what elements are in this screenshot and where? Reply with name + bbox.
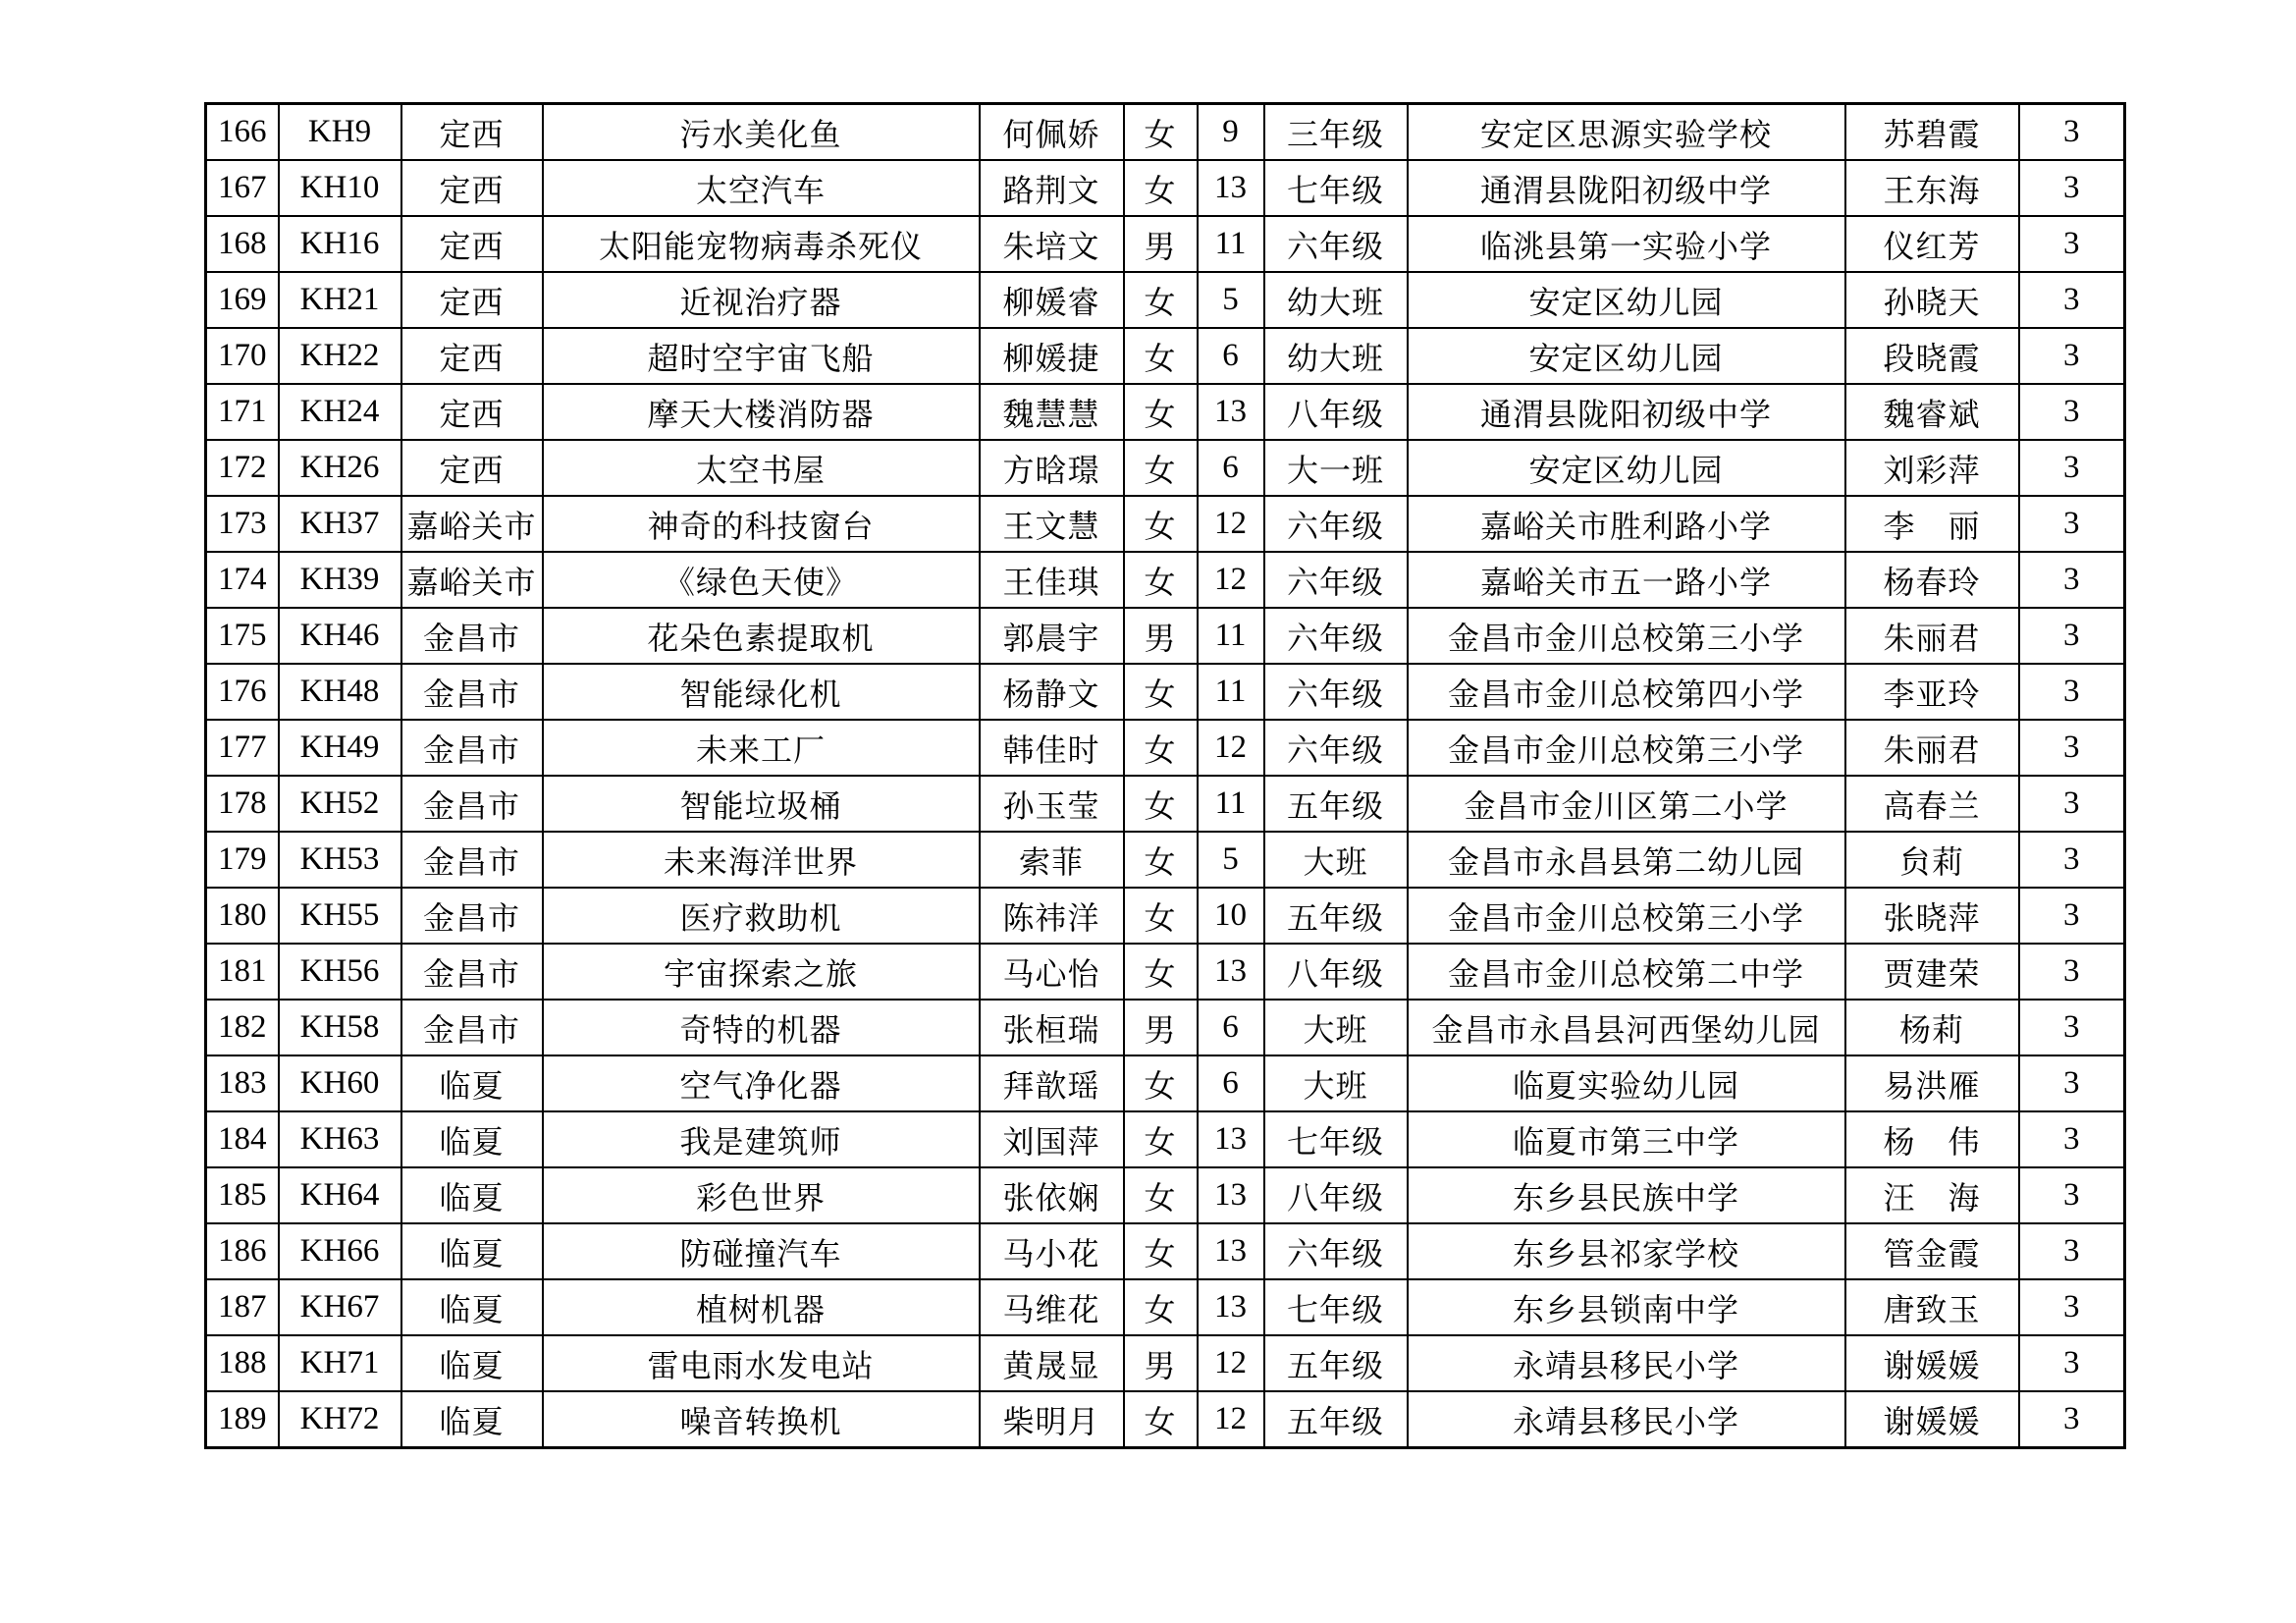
cell-count: 3 — [2019, 496, 2125, 552]
cell-code: KH9 — [279, 104, 401, 161]
cell-student: 朱培文 — [980, 216, 1124, 272]
cell-title: 摩天大楼消防器 — [543, 384, 980, 440]
cell-school: 通渭县陇阳初级中学 — [1408, 384, 1845, 440]
cell-teacher: 魏睿斌 — [1845, 384, 2019, 440]
cell-school: 东乡县民族中学 — [1408, 1167, 1845, 1223]
cell-region: 嘉峪关市 — [401, 552, 543, 608]
cell-count: 3 — [2019, 1279, 2125, 1335]
cell-teacher: 唐致玉 — [1845, 1279, 2019, 1335]
cell-gender: 女 — [1124, 496, 1198, 552]
cell-count: 3 — [2019, 1055, 2125, 1111]
cell-student: 黄晟显 — [980, 1335, 1124, 1391]
cell-student: 魏慧慧 — [980, 384, 1124, 440]
cell-code: KH60 — [279, 1055, 401, 1111]
table-row — [206, 832, 2125, 888]
cell-age: 6 — [1198, 328, 1264, 384]
cell-code: KH49 — [279, 720, 401, 776]
table-row — [206, 160, 2125, 216]
cell-count: 3 — [2019, 160, 2125, 216]
cell-index: 176 — [206, 664, 279, 720]
cell-count: 3 — [2019, 664, 2125, 720]
cell-school: 金昌市金川区第二小学 — [1408, 776, 1845, 832]
cell-age: 12 — [1198, 720, 1264, 776]
cell-count: 3 — [2019, 272, 2125, 328]
cell-gender: 男 — [1124, 1335, 1198, 1391]
cell-index: 174 — [206, 552, 279, 608]
cell-school: 金昌市永昌县第二幼儿园 — [1408, 832, 1845, 888]
cell-school: 金昌市永昌县河西堡幼儿园 — [1408, 1000, 1845, 1055]
cell-grade: 六年级 — [1264, 664, 1408, 720]
cell-teacher: 管金霞 — [1845, 1223, 2019, 1279]
cell-title: 智能垃圾桶 — [543, 776, 980, 832]
cell-count: 3 — [2019, 1391, 2125, 1448]
table-row — [206, 440, 2125, 496]
cell-age: 13 — [1198, 944, 1264, 1000]
cell-age: 13 — [1198, 1167, 1264, 1223]
cell-code: KH64 — [279, 1167, 401, 1223]
cell-school: 临夏市第三中学 — [1408, 1111, 1845, 1167]
cell-gender: 女 — [1124, 104, 1198, 161]
table-body — [206, 104, 2125, 1448]
cell-title: 噪音转换机 — [543, 1391, 980, 1448]
cell-age: 13 — [1198, 1279, 1264, 1335]
cell-teacher: 谢媛媛 — [1845, 1391, 2019, 1448]
cell-count: 3 — [2019, 384, 2125, 440]
cell-code: KH48 — [279, 664, 401, 720]
cell-count: 3 — [2019, 328, 2125, 384]
cell-age: 11 — [1198, 608, 1264, 664]
table-row — [206, 1279, 2125, 1335]
cell-title: 空气净化器 — [543, 1055, 980, 1111]
cell-region: 临夏 — [401, 1335, 543, 1391]
cell-region: 定西 — [401, 272, 543, 328]
cell-age: 11 — [1198, 664, 1264, 720]
cell-index: 185 — [206, 1167, 279, 1223]
cell-count: 3 — [2019, 776, 2125, 832]
cell-age: 12 — [1198, 1391, 1264, 1448]
cell-grade: 六年级 — [1264, 216, 1408, 272]
cell-school: 东乡县锁南中学 — [1408, 1279, 1845, 1335]
cell-student: 王佳琪 — [980, 552, 1124, 608]
table-row — [206, 1055, 2125, 1111]
cell-title: 太阳能宠物病毒杀死仪 — [543, 216, 980, 272]
table-row — [206, 720, 2125, 776]
cell-count: 3 — [2019, 552, 2125, 608]
cell-count: 3 — [2019, 720, 2125, 776]
cell-gender: 女 — [1124, 272, 1198, 328]
cell-student: 杨静文 — [980, 664, 1124, 720]
cell-teacher: 张晓萍 — [1845, 888, 2019, 944]
cell-teacher: 杨莉 — [1845, 1000, 2019, 1055]
table-row — [206, 1167, 2125, 1223]
cell-code: KH26 — [279, 440, 401, 496]
cell-count: 3 — [2019, 944, 2125, 1000]
cell-region: 定西 — [401, 160, 543, 216]
cell-gender: 女 — [1124, 664, 1198, 720]
cell-code: KH63 — [279, 1111, 401, 1167]
cell-gender: 男 — [1124, 608, 1198, 664]
cell-student: 柴明月 — [980, 1391, 1124, 1448]
table-row — [206, 944, 2125, 1000]
cell-school: 金昌市金川总校第四小学 — [1408, 664, 1845, 720]
cell-count: 3 — [2019, 608, 2125, 664]
cell-age: 11 — [1198, 776, 1264, 832]
cell-region: 定西 — [401, 216, 543, 272]
cell-gender: 男 — [1124, 1000, 1198, 1055]
cell-count: 3 — [2019, 1000, 2125, 1055]
cell-index: 168 — [206, 216, 279, 272]
cell-school: 安定区幼儿园 — [1408, 328, 1845, 384]
cell-count: 3 — [2019, 832, 2125, 888]
cell-region: 临夏 — [401, 1167, 543, 1223]
cell-index: 182 — [206, 1000, 279, 1055]
cell-teacher: 贠莉 — [1845, 832, 2019, 888]
cell-title: 医疗救助机 — [543, 888, 980, 944]
cell-code: KH16 — [279, 216, 401, 272]
cell-code: KH53 — [279, 832, 401, 888]
cell-count: 3 — [2019, 440, 2125, 496]
cell-region: 金昌市 — [401, 1000, 543, 1055]
cell-school: 安定区思源实验学校 — [1408, 104, 1845, 161]
table-row — [206, 384, 2125, 440]
table-row — [206, 272, 2125, 328]
table-row — [206, 1000, 2125, 1055]
cell-index: 188 — [206, 1335, 279, 1391]
cell-grade: 大班 — [1264, 1055, 1408, 1111]
cell-school: 永靖县移民小学 — [1408, 1391, 1845, 1448]
cell-region: 金昌市 — [401, 832, 543, 888]
cell-title: 太空汽车 — [543, 160, 980, 216]
cell-gender: 女 — [1124, 552, 1198, 608]
cell-grade: 大一班 — [1264, 440, 1408, 496]
cell-region: 定西 — [401, 328, 543, 384]
cell-title: 我是建筑师 — [543, 1111, 980, 1167]
cell-school: 永靖县移民小学 — [1408, 1335, 1845, 1391]
cell-school: 金昌市金川总校第三小学 — [1408, 720, 1845, 776]
cell-index: 178 — [206, 776, 279, 832]
table-row — [206, 888, 2125, 944]
cell-student: 张桓瑞 — [980, 1000, 1124, 1055]
cell-student: 拜歆瑶 — [980, 1055, 1124, 1111]
cell-grade: 五年级 — [1264, 1391, 1408, 1448]
cell-index: 189 — [206, 1391, 279, 1448]
table-row — [206, 216, 2125, 272]
cell-age: 13 — [1198, 384, 1264, 440]
cell-age: 11 — [1198, 216, 1264, 272]
cell-grade: 六年级 — [1264, 552, 1408, 608]
cell-title: 未来海洋世界 — [543, 832, 980, 888]
cell-teacher: 谢媛媛 — [1845, 1335, 2019, 1391]
cell-code: KH21 — [279, 272, 401, 328]
cell-student: 韩佳时 — [980, 720, 1124, 776]
cell-region: 嘉峪关市 — [401, 496, 543, 552]
cell-teacher: 朱丽君 — [1845, 608, 2019, 664]
cell-grade: 五年级 — [1264, 888, 1408, 944]
cell-count: 3 — [2019, 888, 2125, 944]
cell-school: 东乡县祁家学校 — [1408, 1223, 1845, 1279]
cell-title: 《绿色天使》 — [543, 552, 980, 608]
cell-grade: 大班 — [1264, 832, 1408, 888]
table-row — [206, 1335, 2125, 1391]
cell-student: 索菲 — [980, 832, 1124, 888]
results-table — [204, 102, 2126, 1449]
cell-gender: 男 — [1124, 216, 1198, 272]
cell-code: KH58 — [279, 1000, 401, 1055]
cell-index: 172 — [206, 440, 279, 496]
cell-grade: 七年级 — [1264, 1111, 1408, 1167]
cell-student: 孙玉莹 — [980, 776, 1124, 832]
cell-school: 嘉峪关市五一路小学 — [1408, 552, 1845, 608]
cell-student: 柳媛睿 — [980, 272, 1124, 328]
cell-school: 嘉峪关市胜利路小学 — [1408, 496, 1845, 552]
cell-school: 安定区幼儿园 — [1408, 440, 1845, 496]
cell-age: 6 — [1198, 440, 1264, 496]
cell-title: 未来工厂 — [543, 720, 980, 776]
cell-teacher: 汪 海 — [1845, 1167, 2019, 1223]
cell-age: 12 — [1198, 496, 1264, 552]
cell-region: 金昌市 — [401, 888, 543, 944]
cell-grade: 八年级 — [1264, 384, 1408, 440]
cell-region: 金昌市 — [401, 608, 543, 664]
cell-age: 9 — [1198, 104, 1264, 161]
cell-code: KH22 — [279, 328, 401, 384]
cell-gender: 女 — [1124, 944, 1198, 1000]
cell-teacher: 段晓霞 — [1845, 328, 2019, 384]
cell-index: 184 — [206, 1111, 279, 1167]
cell-index: 186 — [206, 1223, 279, 1279]
cell-code: KH39 — [279, 552, 401, 608]
cell-grade: 六年级 — [1264, 608, 1408, 664]
cell-region: 定西 — [401, 384, 543, 440]
cell-code: KH72 — [279, 1391, 401, 1448]
cell-region: 临夏 — [401, 1111, 543, 1167]
cell-index: 183 — [206, 1055, 279, 1111]
cell-gender: 女 — [1124, 832, 1198, 888]
cell-age: 6 — [1198, 1000, 1264, 1055]
cell-index: 187 — [206, 1279, 279, 1335]
cell-grade: 大班 — [1264, 1000, 1408, 1055]
cell-student: 郭晨宇 — [980, 608, 1124, 664]
table-row — [206, 496, 2125, 552]
cell-age: 5 — [1198, 832, 1264, 888]
cell-school: 金昌市金川总校第二中学 — [1408, 944, 1845, 1000]
cell-teacher: 刘彩萍 — [1845, 440, 2019, 496]
cell-title: 太空书屋 — [543, 440, 980, 496]
cell-age: 5 — [1198, 272, 1264, 328]
cell-index: 180 — [206, 888, 279, 944]
cell-school: 安定区幼儿园 — [1408, 272, 1845, 328]
cell-code: KH46 — [279, 608, 401, 664]
cell-student: 张依娴 — [980, 1167, 1124, 1223]
cell-code: KH10 — [279, 160, 401, 216]
cell-student: 马小花 — [980, 1223, 1124, 1279]
cell-grade: 八年级 — [1264, 1167, 1408, 1223]
cell-index: 173 — [206, 496, 279, 552]
cell-code: KH67 — [279, 1279, 401, 1335]
cell-grade: 六年级 — [1264, 720, 1408, 776]
table-row — [206, 1223, 2125, 1279]
cell-code: KH52 — [279, 776, 401, 832]
cell-region: 定西 — [401, 440, 543, 496]
cell-grade: 六年级 — [1264, 1223, 1408, 1279]
cell-teacher: 朱丽君 — [1845, 720, 2019, 776]
table-row — [206, 608, 2125, 664]
cell-region: 金昌市 — [401, 664, 543, 720]
cell-age: 10 — [1198, 888, 1264, 944]
cell-region: 临夏 — [401, 1279, 543, 1335]
cell-student: 马心怡 — [980, 944, 1124, 1000]
cell-grade: 六年级 — [1264, 496, 1408, 552]
cell-teacher: 杨 伟 — [1845, 1111, 2019, 1167]
cell-region: 金昌市 — [401, 944, 543, 1000]
cell-age: 13 — [1198, 160, 1264, 216]
table-row — [206, 664, 2125, 720]
cell-school: 临洮县第一实验小学 — [1408, 216, 1845, 272]
cell-count: 3 — [2019, 1335, 2125, 1391]
cell-code: KH55 — [279, 888, 401, 944]
cell-student: 柳媛捷 — [980, 328, 1124, 384]
cell-student: 陈祎洋 — [980, 888, 1124, 944]
cell-title: 宇宙探索之旅 — [543, 944, 980, 1000]
cell-age: 12 — [1198, 552, 1264, 608]
cell-index: 181 — [206, 944, 279, 1000]
cell-count: 3 — [2019, 1167, 2125, 1223]
cell-index: 169 — [206, 272, 279, 328]
cell-gender: 女 — [1124, 888, 1198, 944]
cell-region: 临夏 — [401, 1223, 543, 1279]
cell-index: 177 — [206, 720, 279, 776]
cell-gender: 女 — [1124, 440, 1198, 496]
cell-gender: 女 — [1124, 384, 1198, 440]
cell-gender: 女 — [1124, 1111, 1198, 1167]
cell-age: 12 — [1198, 1335, 1264, 1391]
cell-gender: 女 — [1124, 1279, 1198, 1335]
cell-title: 植树机器 — [543, 1279, 980, 1335]
cell-code: KH37 — [279, 496, 401, 552]
cell-gender: 女 — [1124, 720, 1198, 776]
cell-school: 临夏实验幼儿园 — [1408, 1055, 1845, 1111]
cell-teacher: 仪红芳 — [1845, 216, 2019, 272]
table-row — [206, 552, 2125, 608]
cell-index: 167 — [206, 160, 279, 216]
cell-region: 临夏 — [401, 1391, 543, 1448]
cell-gender: 女 — [1124, 1167, 1198, 1223]
cell-gender: 女 — [1124, 328, 1198, 384]
cell-gender: 女 — [1124, 160, 1198, 216]
cell-grade: 七年级 — [1264, 160, 1408, 216]
cell-grade: 七年级 — [1264, 1279, 1408, 1335]
cell-region: 金昌市 — [401, 776, 543, 832]
cell-grade: 五年级 — [1264, 776, 1408, 832]
table-row — [206, 104, 2125, 161]
cell-student: 刘国萍 — [980, 1111, 1124, 1167]
cell-code: KH66 — [279, 1223, 401, 1279]
cell-code: KH56 — [279, 944, 401, 1000]
cell-school: 金昌市金川总校第三小学 — [1408, 888, 1845, 944]
cell-student: 马维花 — [980, 1279, 1124, 1335]
table-row — [206, 776, 2125, 832]
cell-teacher: 高春兰 — [1845, 776, 2019, 832]
cell-code: KH71 — [279, 1335, 401, 1391]
cell-count: 3 — [2019, 104, 2125, 161]
cell-age: 13 — [1198, 1111, 1264, 1167]
cell-student: 王文慧 — [980, 496, 1124, 552]
cell-region: 定西 — [401, 104, 543, 161]
cell-gender: 女 — [1124, 776, 1198, 832]
cell-code: KH24 — [279, 384, 401, 440]
cell-gender: 女 — [1124, 1223, 1198, 1279]
cell-age: 13 — [1198, 1223, 1264, 1279]
cell-gender: 女 — [1124, 1055, 1198, 1111]
cell-count: 3 — [2019, 1111, 2125, 1167]
cell-title: 花朵色素提取机 — [543, 608, 980, 664]
table-row — [206, 328, 2125, 384]
cell-teacher: 贾建荣 — [1845, 944, 2019, 1000]
cell-title: 奇特的机器 — [543, 1000, 980, 1055]
table-row — [206, 1391, 2125, 1448]
cell-grade: 八年级 — [1264, 944, 1408, 1000]
cell-title: 智能绿化机 — [543, 664, 980, 720]
cell-teacher: 王东海 — [1845, 160, 2019, 216]
cell-index: 175 — [206, 608, 279, 664]
cell-title: 彩色世界 — [543, 1167, 980, 1223]
cell-teacher: 苏碧霞 — [1845, 104, 2019, 161]
cell-count: 3 — [2019, 216, 2125, 272]
cell-index: 171 — [206, 384, 279, 440]
cell-title: 防碰撞汽车 — [543, 1223, 980, 1279]
cell-gender: 女 — [1124, 1391, 1198, 1448]
cell-grade: 三年级 — [1264, 104, 1408, 161]
cell-teacher: 李亚玲 — [1845, 664, 2019, 720]
cell-title: 神奇的科技窗台 — [543, 496, 980, 552]
cell-index: 179 — [206, 832, 279, 888]
cell-title: 超时空宇宙飞船 — [543, 328, 980, 384]
cell-title: 近视治疗器 — [543, 272, 980, 328]
cell-region: 临夏 — [401, 1055, 543, 1111]
cell-grade: 幼大班 — [1264, 328, 1408, 384]
cell-title: 雷电雨水发电站 — [543, 1335, 980, 1391]
cell-teacher: 易洪雁 — [1845, 1055, 2019, 1111]
cell-teacher: 孙晓天 — [1845, 272, 2019, 328]
cell-student: 路荆文 — [980, 160, 1124, 216]
cell-count: 3 — [2019, 1223, 2125, 1279]
cell-student: 何佩娇 — [980, 104, 1124, 161]
cell-index: 170 — [206, 328, 279, 384]
cell-grade: 幼大班 — [1264, 272, 1408, 328]
cell-school: 金昌市金川总校第三小学 — [1408, 608, 1845, 664]
cell-title: 污水美化鱼 — [543, 104, 980, 161]
cell-region: 金昌市 — [401, 720, 543, 776]
cell-teacher: 李 丽 — [1845, 496, 2019, 552]
cell-grade: 五年级 — [1264, 1335, 1408, 1391]
cell-teacher: 杨春玲 — [1845, 552, 2019, 608]
cell-student: 方晗璟 — [980, 440, 1124, 496]
table-row — [206, 1111, 2125, 1167]
cell-age: 6 — [1198, 1055, 1264, 1111]
cell-index: 166 — [206, 104, 279, 161]
cell-school: 通渭县陇阳初级中学 — [1408, 160, 1845, 216]
